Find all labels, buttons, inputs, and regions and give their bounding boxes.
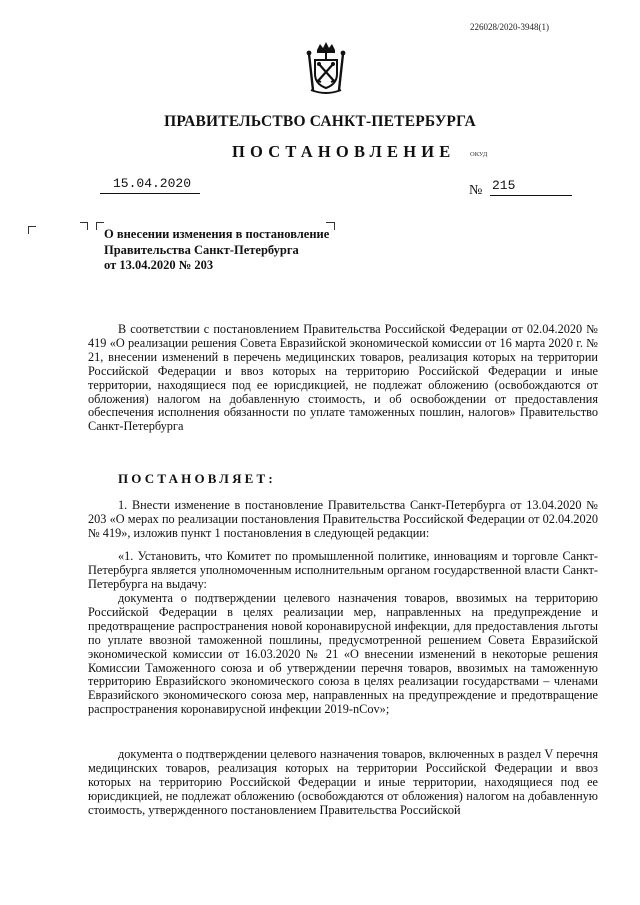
organization-title: ПРАВИТЕЛЬСТВО САНКТ-ПЕТЕРБУРГА: [164, 113, 476, 130]
document-number-value: 215: [492, 178, 516, 193]
preamble-paragraph: В соответствии с постановлением Правительства Российской Федерации от 02.04.2020 № 419 «О реализации решения Совета Евразийской экономической комиссии от 16 марта 2020 г. № 21, внесении изменений в перечень медицинских товаров, реализация которых на территории Российской Федерации и ввоз которых на территорию Российской Федерации и иные территории, находящиеся под ее юрисдикцией, не подлежат обложению (освобождаются от обложения) налогом на добавленную стоимость, и об освобождении от предоставления обеспечения исполнения обязанности по уплате таможенных пошлин, налогов» Правительство Санкт-Петербурга: [88, 322, 598, 434]
subject-line: О внесении изменения в постановление: [104, 227, 330, 241]
subject-line: Правительства Санкт-Петербурга: [104, 242, 299, 257]
okud-label: ОКУД: [470, 151, 488, 158]
document-date: 15.04.2020: [113, 176, 192, 191]
date-underline: [100, 193, 200, 194]
number-underline: [490, 195, 572, 196]
document-type: ПОСТАНОВЛЕНИЕ: [232, 142, 456, 161]
corner-mark: [96, 222, 104, 230]
subject-line: от 13.04.2020 № 203: [104, 258, 214, 272]
corner-mark: [28, 226, 36, 234]
coat-of-arms-icon: [303, 40, 349, 96]
number-label: №: [469, 183, 483, 198]
document-number: 226028/2020-3948(1): [470, 22, 549, 32]
quote-intro-paragraph: «1. Установить, что Комитет по промышленной политике, инновациям и торговле Санкт-Петербурга является уполномоченным исполнительным органом государственной власти Санкт-Петербурга на выдачу:: [88, 549, 598, 591]
item-1-paragraph: 1. Внести изменение в постановление Правительства Санкт-Петербурга от 13.04.2020 № 203 «О мерах по реализации постановления Правительства Российской Федерации от 02.04.2020 № 419», изложив пункт 1 постановления в следующей редакции:: [88, 498, 598, 540]
document-item-paragraph: документа о подтверждении целевого назначения товаров, включенных в раздел V перечня медицинских товаров, реализация которых на территории Российской Федерации и ввоз которых на территорию Российской Федерации и иные территории, находящиеся под ее юрисдикцией, не подлежат обложению (освобождаются от обложения) налогом на добавленную стоимость, утвержденного постановлением Правительства Российской: [88, 747, 598, 817]
corner-mark: [80, 222, 88, 230]
document-item-paragraph: документа о подтверждении целевого назначения товаров, ввозимых на территорию Российской Федерации в целях реализации мер, направленных на предупреждение и предотвращение распространения новой коронавирусной инфекции, для предоставления льготы по уплате ввозной таможенной пошлины, предусмотренной решением Совета Евразийской экономической комиссии от 16.03.2020 № 21 «О внесении изменений в некоторые решения Комиссии Таможенного союза и об утверждении перечня товаров, ввозимых на таможенную территорию Евразийского экономического союза в целях реализации государствами – членами Евразийского экономического союза мер, направленных на предупреждение и предотвращение распространения коронавирусной инфекции 2019-nCov»;: [88, 591, 598, 717]
resolves-heading: ПОСТАНОВЛЯЕТ:: [118, 471, 276, 486]
subject-block: [104, 227, 364, 274]
